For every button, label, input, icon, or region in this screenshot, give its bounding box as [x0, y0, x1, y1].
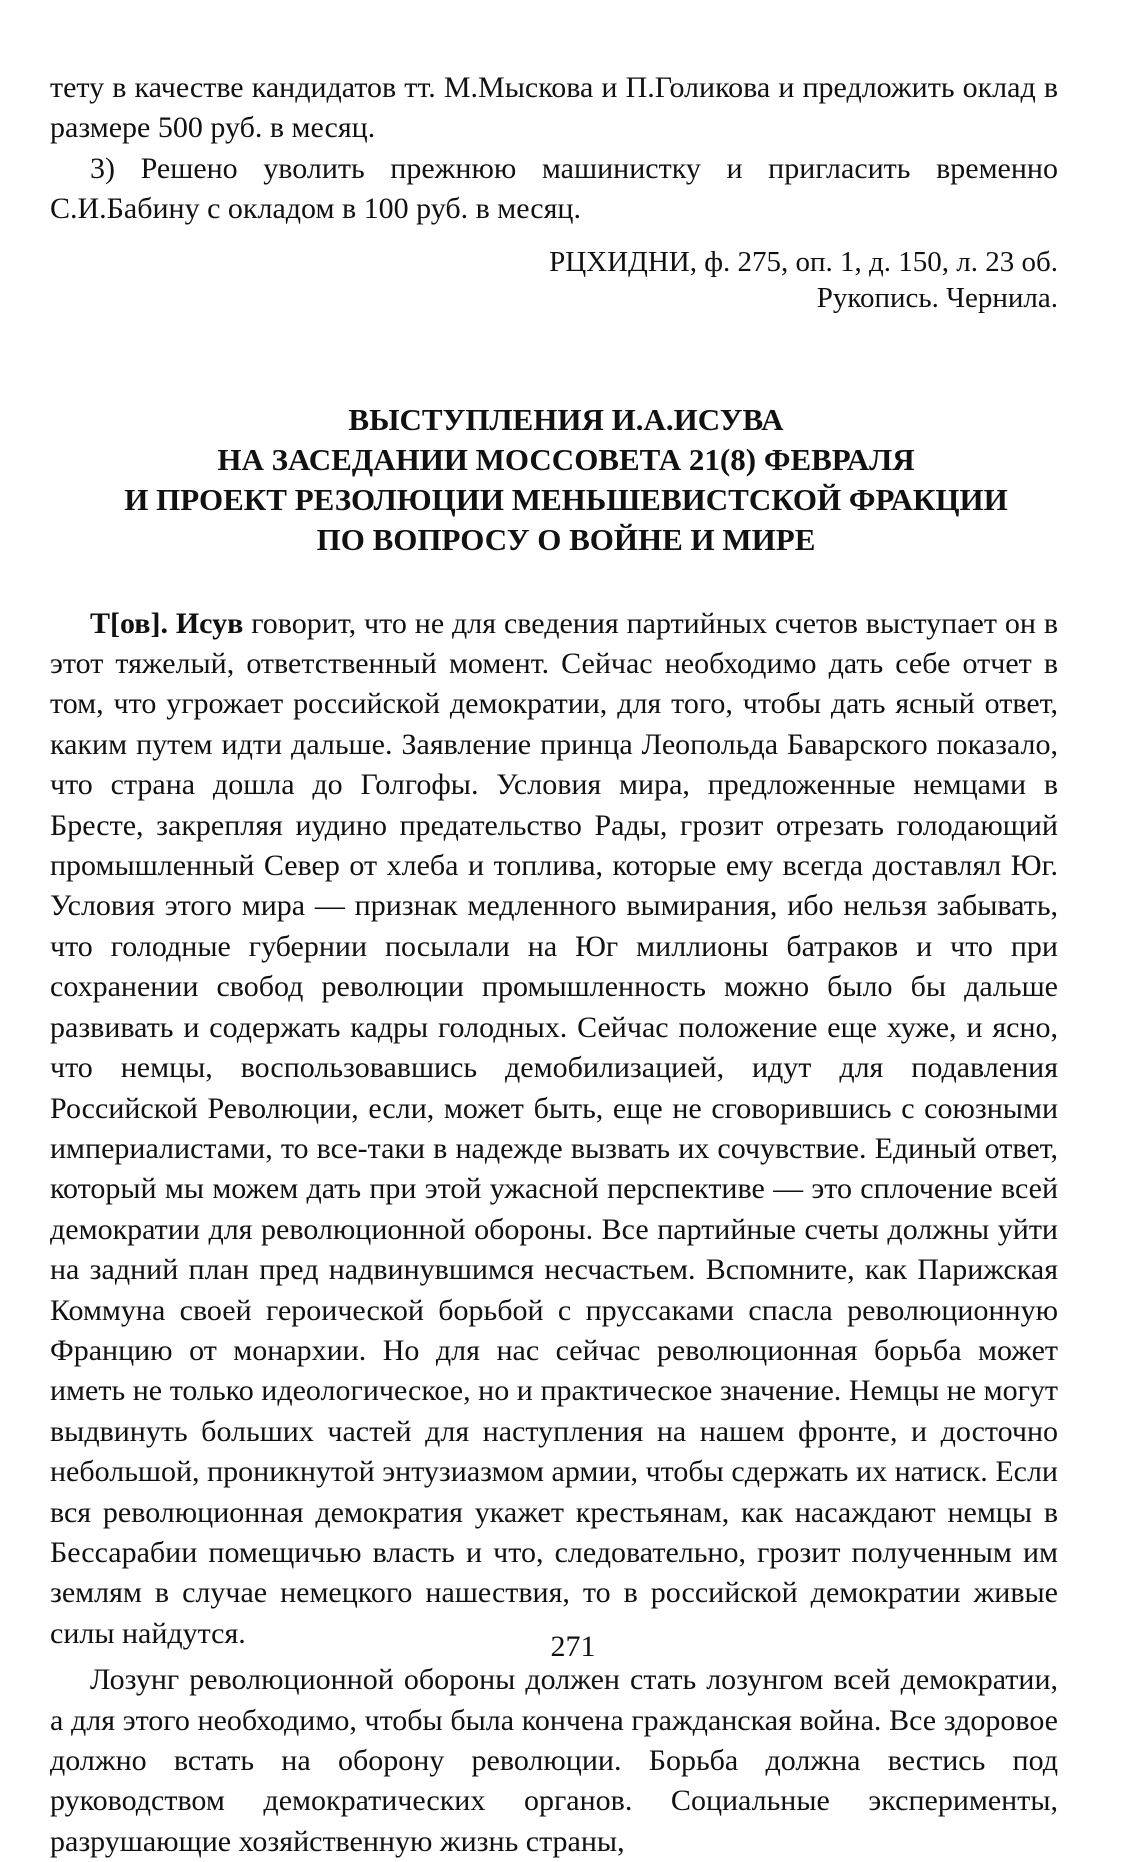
speech-paragraph-2: Лозунг революционной обороны должен стать лозунгом всей демократии, а для этого необходимо, чтобы была кончена гражданская война. Все здоровое должно встать на оборону революции. Борьба должна вестись под руководством демократических органов. Социальные эксперименты, разрушающие хозяйственную жизнь страны,	[50, 1663, 1058, 1858]
archive-reference	[50, 244, 1058, 316]
page-number: 271	[550, 1630, 596, 1663]
heading-line-3: И ПРОЕКТ РЕЗОЛЮЦИИ МЕНЬШЕВИСТСКОЙ ФРАКЦИИ	[124, 481, 1008, 517]
heading-line-4: ПО ВОПРОСУ О ВОЙНЕ И МИРЕ	[316, 521, 816, 557]
section-heading	[50, 400, 1058, 560]
speech-paragraph-1-text: говорит, что не для сведения партийных счетов выступает он в этот тяжелый, ответственный момент. Сейчас необходимо дать себе отчет в том, что угрожает российской демократии, для того, чтобы дать ясный ответ, каким путем идти дальше. Заявление принца Леопольда Баварского показало, что страна дошла до Голгофы. Условия мира, предложенные немцами в Бресте, закрепляя иудино предательство Рады, грозит отрезать голодающий промышленный Север от хлеба и топлива, которые ему всегда доставлял Юг. Условия этого мира — признак медленного вымирания, ибо нельзя забывать, что голодные губернии посылали на Юг миллионы батраков и что при сохранении свобод революции промышленность можно было бы дальше развивать и содержать кадры голодных. Сейчас положение еще хуже, и ясно, что немцы, воспользовавшись демобилизацией, идут для подавления Российской Революции, если, может быть, еще не сговорившись с союзными империалистами, то все-таки в надежде вызвать их сочувствие. Единый ответ, который мы можем дать при этой ужасной перспективе — это сплочение всей демократии для революционной обороны. Все партийные счеты должны уйти на задний план пред надвинувшимся несчастьем. Вспомните, как Парижская Коммуна своей героической борьбой с пруссаками спасла революционную Францию от монархии. Но для нас сейчас революционная борьба может иметь не только идеологическое, но и практическое значение. Немцы не могут выдвинуть больших частей для наступления на нашем фронте, и досточно небольшой, проникнутой энтузиазмом армии, чтобы сдержать их натиск. Если вся революционная демократия укажет крестьянам, как насаждают немцы в Бессарабии помещичью власть и что, следовательно, грозит полученным им землям в случае немецкого нашествия, то в российской демократии живые силы найдутся.	[50, 606, 1058, 1650]
decision-paragraph: 3) Решено уволить прежнюю машинистку и пригласить временно С.И.Бабину с окладом в 100 руб. в месяц.	[50, 151, 1058, 226]
continued-paragraph: тету в качестве кандидатов тт. М.Мыскова и П.Голикова и предложить оклад в размере 500 руб. в месяц.	[50, 71, 1058, 145]
speaker-name: Т[ов]. Исув	[90, 606, 244, 640]
speech-paragraph-1	[50, 604, 1058, 1655]
archive-note-text: Рукопись. Чернила.	[816, 281, 1058, 314]
heading-line-1: ВЫСТУПЛЕНИЯ И.А.ИСУВА	[348, 401, 784, 437]
heading-line-2: НА ЗАСЕДАНИИ МОССОВЕТА 21(8) ФЕВРАЛЯ	[217, 441, 915, 477]
archive-ref-text: РЦХИДНИ, ф. 275, оп. 1, д. 150, л. 23 об.	[549, 245, 1058, 278]
